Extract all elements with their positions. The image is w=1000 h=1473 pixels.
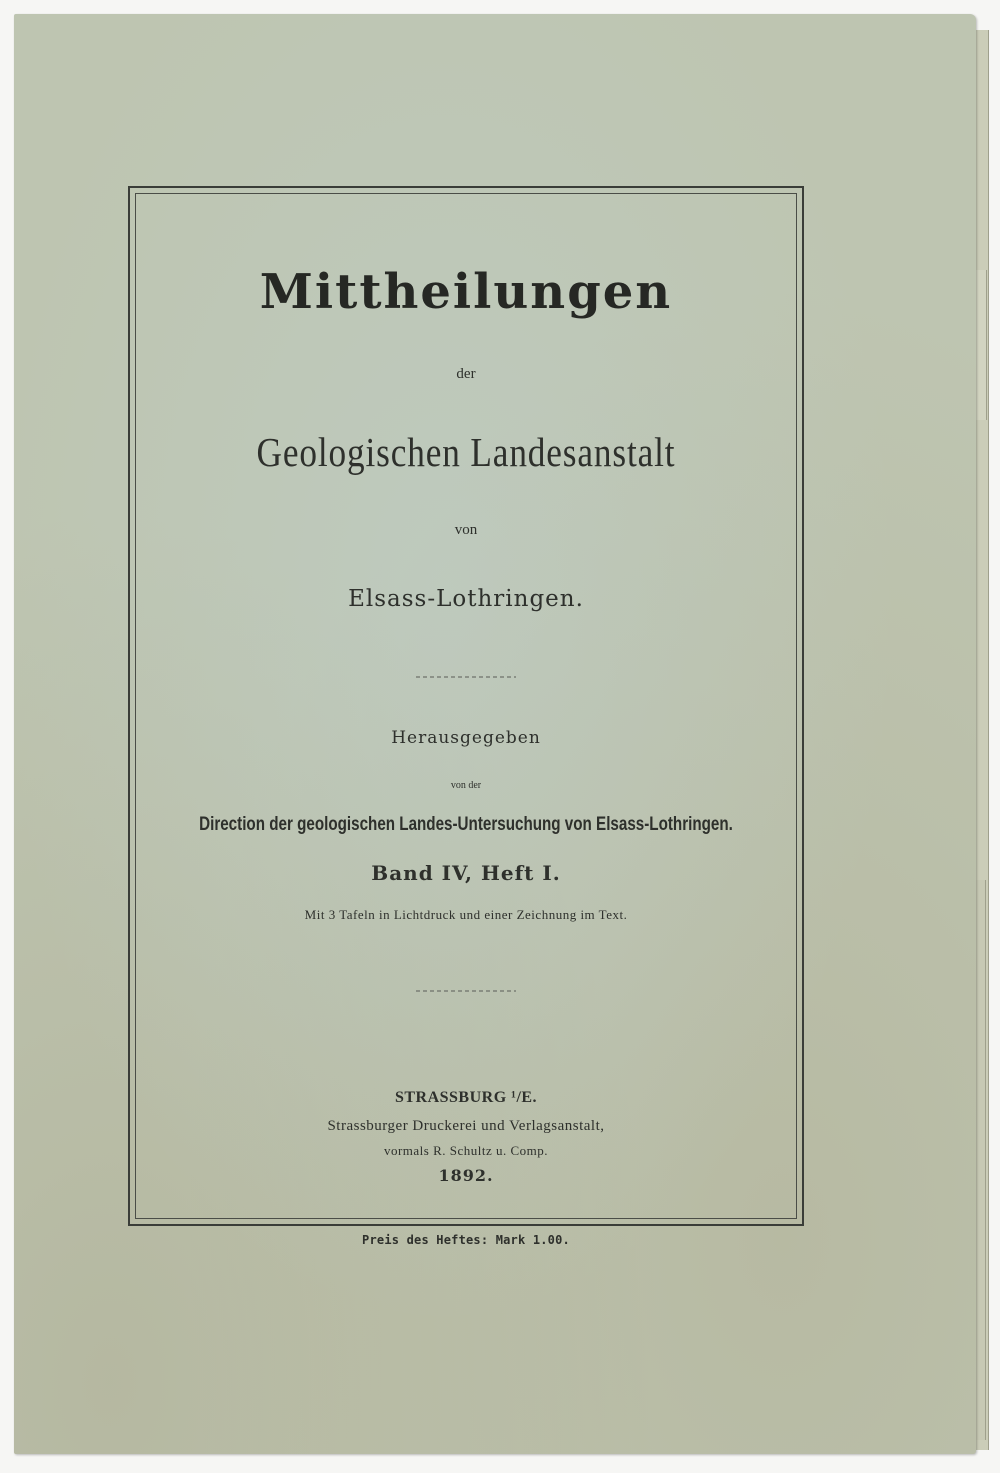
- publisher-name: Strassburger Druckerei und Verlagsanstalt,: [327, 1118, 605, 1134]
- institution-name: Geologischen Landesanstalt: [256, 429, 676, 475]
- title-frame: [128, 186, 804, 1226]
- ornament-divider: [416, 990, 516, 992]
- publication-year: 1892.: [438, 1166, 494, 1185]
- contents-note: Mit 3 Tafeln in Lichtdruck und einer Zeichnung im Text.: [304, 907, 628, 922]
- connector-der: der: [456, 366, 476, 382]
- connector-von: von: [454, 522, 478, 538]
- publication-place: STRASSBURG ¹/E.: [394, 1089, 538, 1106]
- series-title: Mittheilungen: [259, 264, 673, 320]
- editor-name: Direction der geologischen Landes-Untersuchung von Elsass-Lothringen.: [199, 814, 733, 835]
- region-name: Elsass-Lothringen.: [348, 586, 584, 612]
- price-line: Preis des Heftes: Mark 1.00.: [362, 1233, 570, 1247]
- editor-von-der: von der: [450, 780, 482, 791]
- volume-label: Band IV, Heft I.: [371, 861, 561, 885]
- publisher-former-name: vormals R. Schultz u. Comp.: [383, 1143, 549, 1158]
- ornament-divider: [416, 676, 516, 678]
- editor-intro: Herausgegeben: [391, 728, 541, 748]
- title-frame-inner: [135, 193, 797, 1219]
